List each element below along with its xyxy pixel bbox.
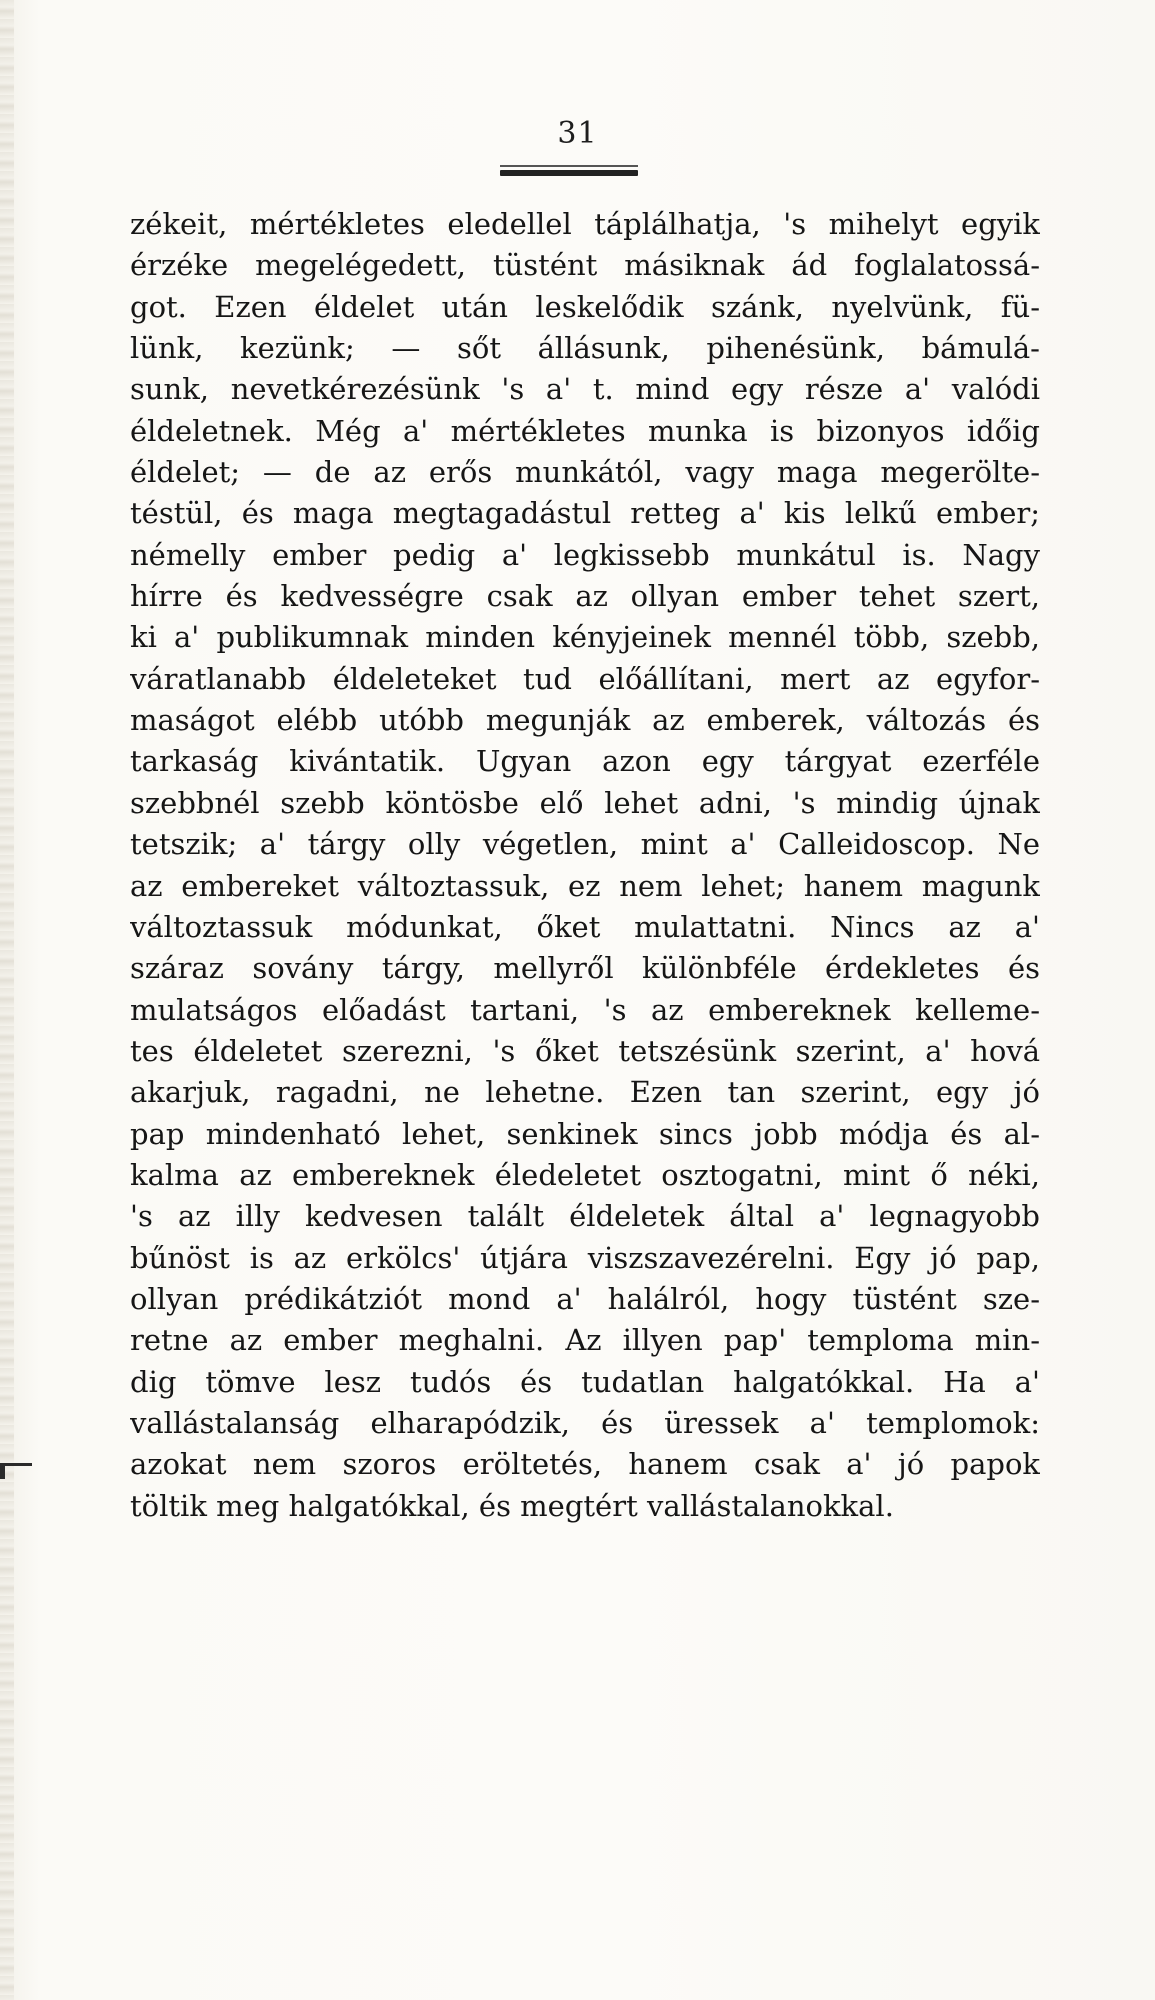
- text-line: tes éldeletet szerezni, 's őket tetszésünk szerint, a' hová: [130, 1033, 1040, 1068]
- text-line: maságot elébb utóbb megunják az emberek, változás és: [130, 703, 1040, 738]
- binding-edge: [0, 0, 14, 2000]
- text-line: változtassuk módunkat, őket mulattatni. Nincs az a': [130, 909, 1040, 944]
- margin-mark: [0, 1463, 32, 1479]
- text-line: töltik meg halgatókkal, és megtért vallástalanokkal.: [130, 1488, 894, 1523]
- text-line: éldelet; — de az erős munkától, vagy maga megerölte-: [130, 455, 1040, 490]
- text-line: mulatságos előadást tartani, 's az embereknek kelleme-: [130, 992, 1040, 1027]
- text-line: sunk, nevetkérezésünk 's a' t. mind egy része a' valódi: [130, 372, 1040, 407]
- text-line: némelly ember pedig a' legkissebb munkátul is. Nagy: [130, 537, 1040, 572]
- text-line: hírre és kedvességre csak az ollyan ember tehet szert,: [130, 579, 1040, 614]
- text-line: akarjuk, ragadni, ne lehetne. Ezen tan szerint, egy jó: [130, 1075, 1040, 1110]
- text-line: bűnöst is az erkölcs' útjára viszszavezérelni. Egy jó pap,: [130, 1240, 1040, 1275]
- text-line: 's az illy kedvesen talált éldeletek által a' legnagyobb: [130, 1199, 1040, 1234]
- text-line: vallástalanság elharapódzik, és üressek a' templomok:: [130, 1405, 1040, 1440]
- header-rule: [500, 170, 638, 176]
- text-line: kalma az embereknek éledeletet osztogatni, mint ő néki,: [130, 1157, 1040, 1192]
- text-line: dig tömve lesz tudós és tudatlan halgatókkal. Ha a': [130, 1364, 1040, 1399]
- text-line: zékeit, mértékletes eledellel táplálhatja, 's mihelyt egyik: [130, 207, 1040, 241]
- text-line: téstül, és maga megtagadástul retteg a' kis lelkű ember;: [130, 496, 1040, 531]
- text-line: azokat nem szoros eröltetés, hanem csak a' jó papok: [130, 1447, 1040, 1482]
- text-line: éldeletnek. Még a' mértékletes munka is bizonyos időig: [130, 413, 1040, 448]
- text-line: ki a' publikumnak minden kényjeinek mennél több, szebb,: [130, 620, 1040, 655]
- text-line: tarkaság kivántatik. Ugyan azon egy tárgyat ezerféle: [130, 744, 1040, 779]
- body-text: [130, 204, 1040, 1527]
- text-line: ollyan prédikátziót mond a' halálról, hogy tüstént sze-: [130, 1281, 1040, 1316]
- text-line: got. Ezen éldelet után leskelődik szánk, nyelvünk, fü-: [130, 289, 1040, 324]
- text-line: szebbnél szebb köntösbe elő lehet adni, 's mindig újnak: [130, 785, 1040, 820]
- text-line: száraz sovány tárgy, mellyről különbféle érdekletes és: [130, 951, 1040, 986]
- text-line: tetszik; a' tárgy olly végetlen, mint a' Calleidoscop. Ne: [130, 827, 1040, 862]
- text-line: váratlanabb éldeleteket tud előállítani, mert az egyfor-: [130, 661, 1040, 696]
- page-number: 31: [557, 116, 598, 151]
- text-line: retne az ember meghalni. Az illyen pap' temploma min-: [130, 1323, 1040, 1358]
- text-line: az embereket változtassuk, ez nem lehet; hanem magunk: [130, 868, 1040, 903]
- text-line: pap mindenható lehet, senkinek sincs jobb módja és al-: [130, 1116, 1040, 1151]
- text-line: lünk, kezünk; — sőt állásunk, pihenésünk, bámulá-: [130, 331, 1040, 366]
- text-line: érzéke megelégedett, tüstént másiknak ád foglalatossá-: [130, 248, 1040, 283]
